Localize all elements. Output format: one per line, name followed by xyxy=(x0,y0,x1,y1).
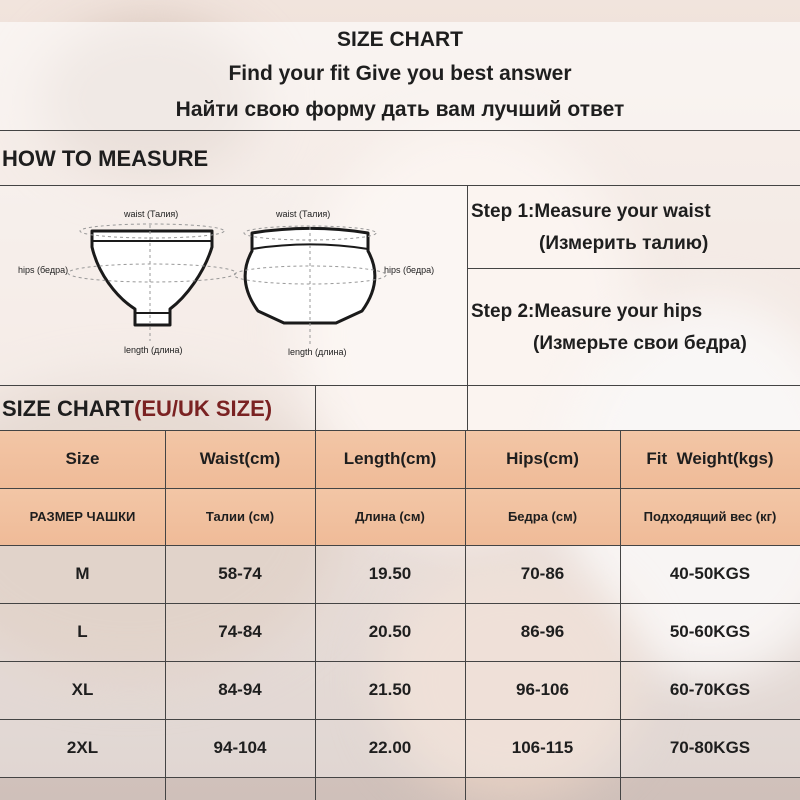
hips-cell: 96-106 xyxy=(516,680,569,699)
table-row xyxy=(0,545,800,603)
size-cell: L xyxy=(77,622,88,641)
step-1-russian: (Измерить талию) xyxy=(539,233,709,254)
waist-cell: 94-104 xyxy=(213,738,267,757)
header-length: Length(cm) xyxy=(343,449,437,468)
how-to-measure-heading: HOW TO MEASURE xyxy=(2,146,209,171)
weight-cell: 70-80KGS xyxy=(669,738,751,757)
waist-cell: 58-74 xyxy=(218,564,262,583)
length-cell: 22.00 xyxy=(368,738,412,757)
grid-line xyxy=(620,430,621,800)
header-size-ru: РАЗМЕР ЧАШКИ xyxy=(29,509,136,524)
right-length-label: length (длина) xyxy=(288,347,347,357)
length-cell: 20.50 xyxy=(368,622,412,641)
left-length-label: length (длина) xyxy=(124,345,183,355)
size-chart-heading xyxy=(2,396,272,422)
page-title: SIZE CHART xyxy=(337,28,463,51)
weight-cell: 40-50KGS xyxy=(669,564,751,583)
grid-line xyxy=(315,430,316,800)
grid-line xyxy=(0,603,800,604)
header-waist: Waist(cm) xyxy=(199,449,281,468)
size-cell: 2XL xyxy=(66,738,99,757)
header-hips-ru: Бедра (см) xyxy=(507,509,578,524)
measurement-diagram-panel xyxy=(0,185,467,385)
grid-line xyxy=(0,545,800,546)
measurement-steps-panel xyxy=(467,185,800,385)
header-length-ru: Длина (см) xyxy=(355,509,425,524)
length-cell: 19.50 xyxy=(368,564,412,583)
grid-line xyxy=(467,185,468,430)
subtitle-russian: Найти свою форму дать вам лучший ответ xyxy=(175,98,625,121)
table-row xyxy=(0,661,800,719)
weight-cell: 50-60KGS xyxy=(669,622,751,641)
step-1-text: Step 1:Measure your waist xyxy=(471,201,711,222)
grid-line xyxy=(0,661,800,662)
table-row xyxy=(0,603,800,661)
grid-line xyxy=(315,385,316,430)
hips-cell: 70-86 xyxy=(520,564,565,583)
grid-line xyxy=(0,719,800,720)
header-size: Size xyxy=(65,449,100,468)
grid-line xyxy=(0,777,800,778)
size-chart-region: (EU/UK SIZE) xyxy=(134,396,273,421)
grid-line xyxy=(0,430,800,431)
waist-cell: 74-84 xyxy=(218,622,262,641)
right-hips-label: hips (бедра) xyxy=(384,265,435,275)
grid-line xyxy=(0,385,800,386)
size-cell: XL xyxy=(71,680,94,699)
grid-line xyxy=(165,430,166,800)
grid-line xyxy=(0,185,800,186)
header-fit-weight: Fit Weight(kgs) xyxy=(646,449,774,468)
table-header-english xyxy=(0,430,800,488)
header-fit-weight-ru: Подходящий вес (кг) xyxy=(643,509,777,524)
header-waist-ru: Талии (см) xyxy=(205,509,275,524)
subtitle-english: Find your fit Give you best answer xyxy=(228,62,572,85)
left-waist-label: waist (Талия) xyxy=(124,209,179,219)
left-hips-label: hips (бедра) xyxy=(18,265,69,275)
table-header-russian xyxy=(0,488,800,545)
size-cell: M xyxy=(75,564,90,583)
hips-cell: 86-96 xyxy=(520,622,565,641)
length-cell: 21.50 xyxy=(368,680,412,699)
grid-line xyxy=(0,130,800,131)
brief-style-panty-icon xyxy=(92,231,212,325)
briefs-measurement-diagram xyxy=(0,185,467,385)
right-waist-label: waist (Талия) xyxy=(276,209,331,219)
waist-cell: 84-94 xyxy=(218,680,262,699)
step-2-russian: (Измерьте свои бедра) xyxy=(533,333,747,354)
grid-line xyxy=(467,268,800,269)
grid-line xyxy=(465,430,466,800)
size-chart-heading-main: SIZE CHART xyxy=(2,396,134,421)
table-row xyxy=(0,719,800,777)
chart-header xyxy=(0,22,800,130)
hips-cell: 106-115 xyxy=(511,738,574,757)
step-2-text: Step 2:Measure your hips xyxy=(471,301,703,322)
header-hips: Hips(cm) xyxy=(506,449,579,468)
grid-line xyxy=(0,488,800,489)
weight-cell: 60-70KGS xyxy=(669,680,751,699)
